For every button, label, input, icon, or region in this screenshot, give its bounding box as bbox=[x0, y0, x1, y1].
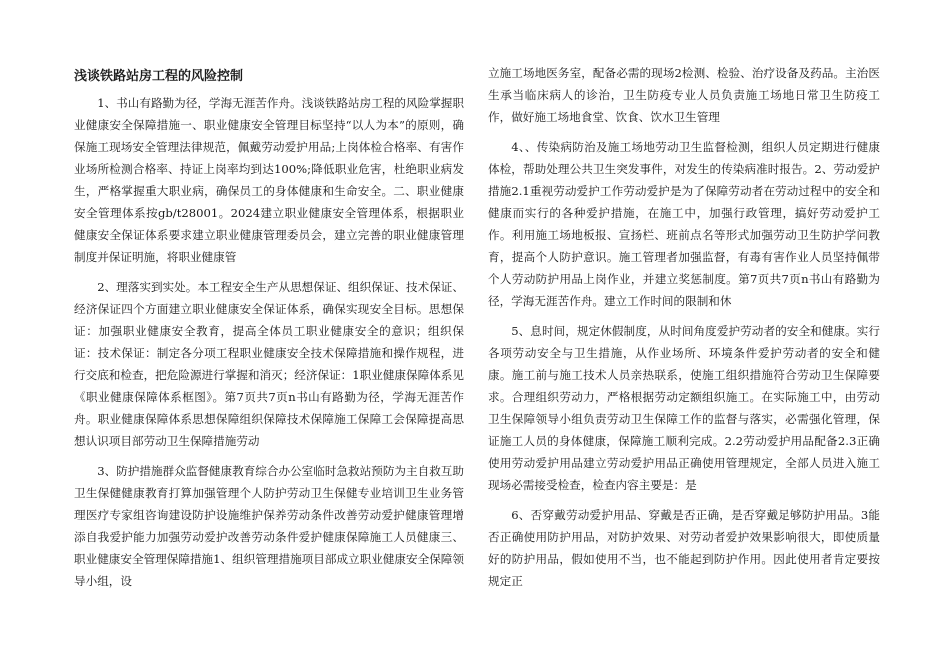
paragraph-continued: 立施工场地医务室，配备必需的现场2检测、检验、治疗设备及药品。主治医生承当临床病人的诊治，卫生防疫专业人员负责施工场地日常卫生防疫工作，做好施工场地食堂、饮食、饮水卫生管理 bbox=[488, 66, 880, 124]
paragraph: 2、理落实到实处。本工程安全生产从思想保证、组织保证、技术保证、经济保证四个方面建立职业健康安全保证体系，确保实现安全目标。思想保证：加强职业健康安全教育，提高全体员工职业健康安全的意识；组织保证：技术保证：制定各分项工程职业健康安全技术保障措施和操作规程，进行交底和检查，把危险源进行掌握和消灭；经济保证：1职业健康保障体系见《职业健康保障体系框图》。第7页共7页n书山有路勤为径，学海无涯苦作舟。职业健康保障体系思想保障组织保障技术保障施工保障工会保障提高思想认识项目部劳动卫生保障措施劳动 bbox=[74, 280, 464, 448]
paragraph: 4、、传染病防治及施工场地劳动卫生监督检测，组织人员定期进行健康体检，帮助处理公共卫生突发事件，对发生的传染病准时报告。2、劳动爱护措施2.1重视劳动爱护工作劳动爱护是为了保障劳动者在劳动过程中的安全和健康而实行的各种爱护措施，在施工中，加强行政管理，搞好劳动爱护工作。利用施工场地板报、宣扬栏、班前点名等形式加强劳动卫生防护学问教育，提高个人防护意识。施工管理者加强监督，有毒有害作业人员坚持佩带个人劳动防护用品上岗作业，并建立奖惩制度。第7页共7页n书山有路勤为径，学海无涯苦作舟。建立工作时间的限制和休 bbox=[488, 140, 880, 308]
paragraph: 5、息时间，规定休假制度，从时间角度爱护劳动者的安全和健康。实行各项劳动安全与卫生措施，从作业场所、环境条件爱护劳动者的安全和健康。施工前与施工技术人员亲热联系，使施工组织措施符合劳动卫生保障要求。合理组织劳动力，严格根据劳动定额组织施工。在实际施工中，由劳动卫生保障领导小组负责劳动卫生保障工作的监督与落实，必需强化管理，保证施工人员的身体健康，保障施工顺利完成。2.2劳动爱护用品配备2.3正确使用劳动爱护用品建立劳动爱护用品正确使用管理规定，全部人员进入施工现场必需接受检查，检查内容主要是：是 bbox=[488, 324, 880, 492]
paragraph: 1、书山有路勤为径，学海无涯苦作舟。浅谈铁路站房工程的风险掌握职业健康安全保障措施一、职业健康安全管理目标坚持“以人为本”的原则，确保施工现场安全管理法律规范，佩戴劳动爱护用品;上岗体检合格率、有害作业场所检测合格率、持证上岗率均到达100%;降低职业危害，杜绝职业病发生，严格掌握重大职业病，确保员工的身体健康和生命安全。二、职业健康安全管理体系按gb/t28001。2024建立职业健康安全管理体系，根据职业健康安全保证体系要求建立职业健康管理委员会，建立完善的职业健康管理制度并保证明施，将职业健康管 bbox=[74, 96, 464, 264]
right-column bbox=[488, 62, 880, 600]
paragraph: 3、防护措施群众监督健康教育综合办公室临时急救站预防为主自救互助卫生保健健康教育打算加强管理个人防护劳动卫生保健专业培训卫生业务管理医疗专家组咨询建设防护设施维护保养劳动条件改善劳动爱护健康管理增添自我爱护能力加强劳动爱护改善劳动条件爱护健康保障施工人员健康三、职业健康安全管理保障措施1、组织管理措施项目部成立职业健康安全保障领导小组，设 bbox=[74, 464, 464, 588]
document-title: 浅谈铁路站房工程的风险控制 bbox=[74, 69, 244, 84]
paragraph: 6、否穿戴劳动爱护用品、穿戴是否正确，是否穿戴足够防护用品。3能否正确使用防护用品，对防护效果、对劳动者爱护效果影响很大，即使质量好的防护用品，假如使用不当，也不能起到防护作用。因此使用者肯定要按规定正 bbox=[488, 508, 880, 588]
left-column bbox=[74, 62, 464, 600]
